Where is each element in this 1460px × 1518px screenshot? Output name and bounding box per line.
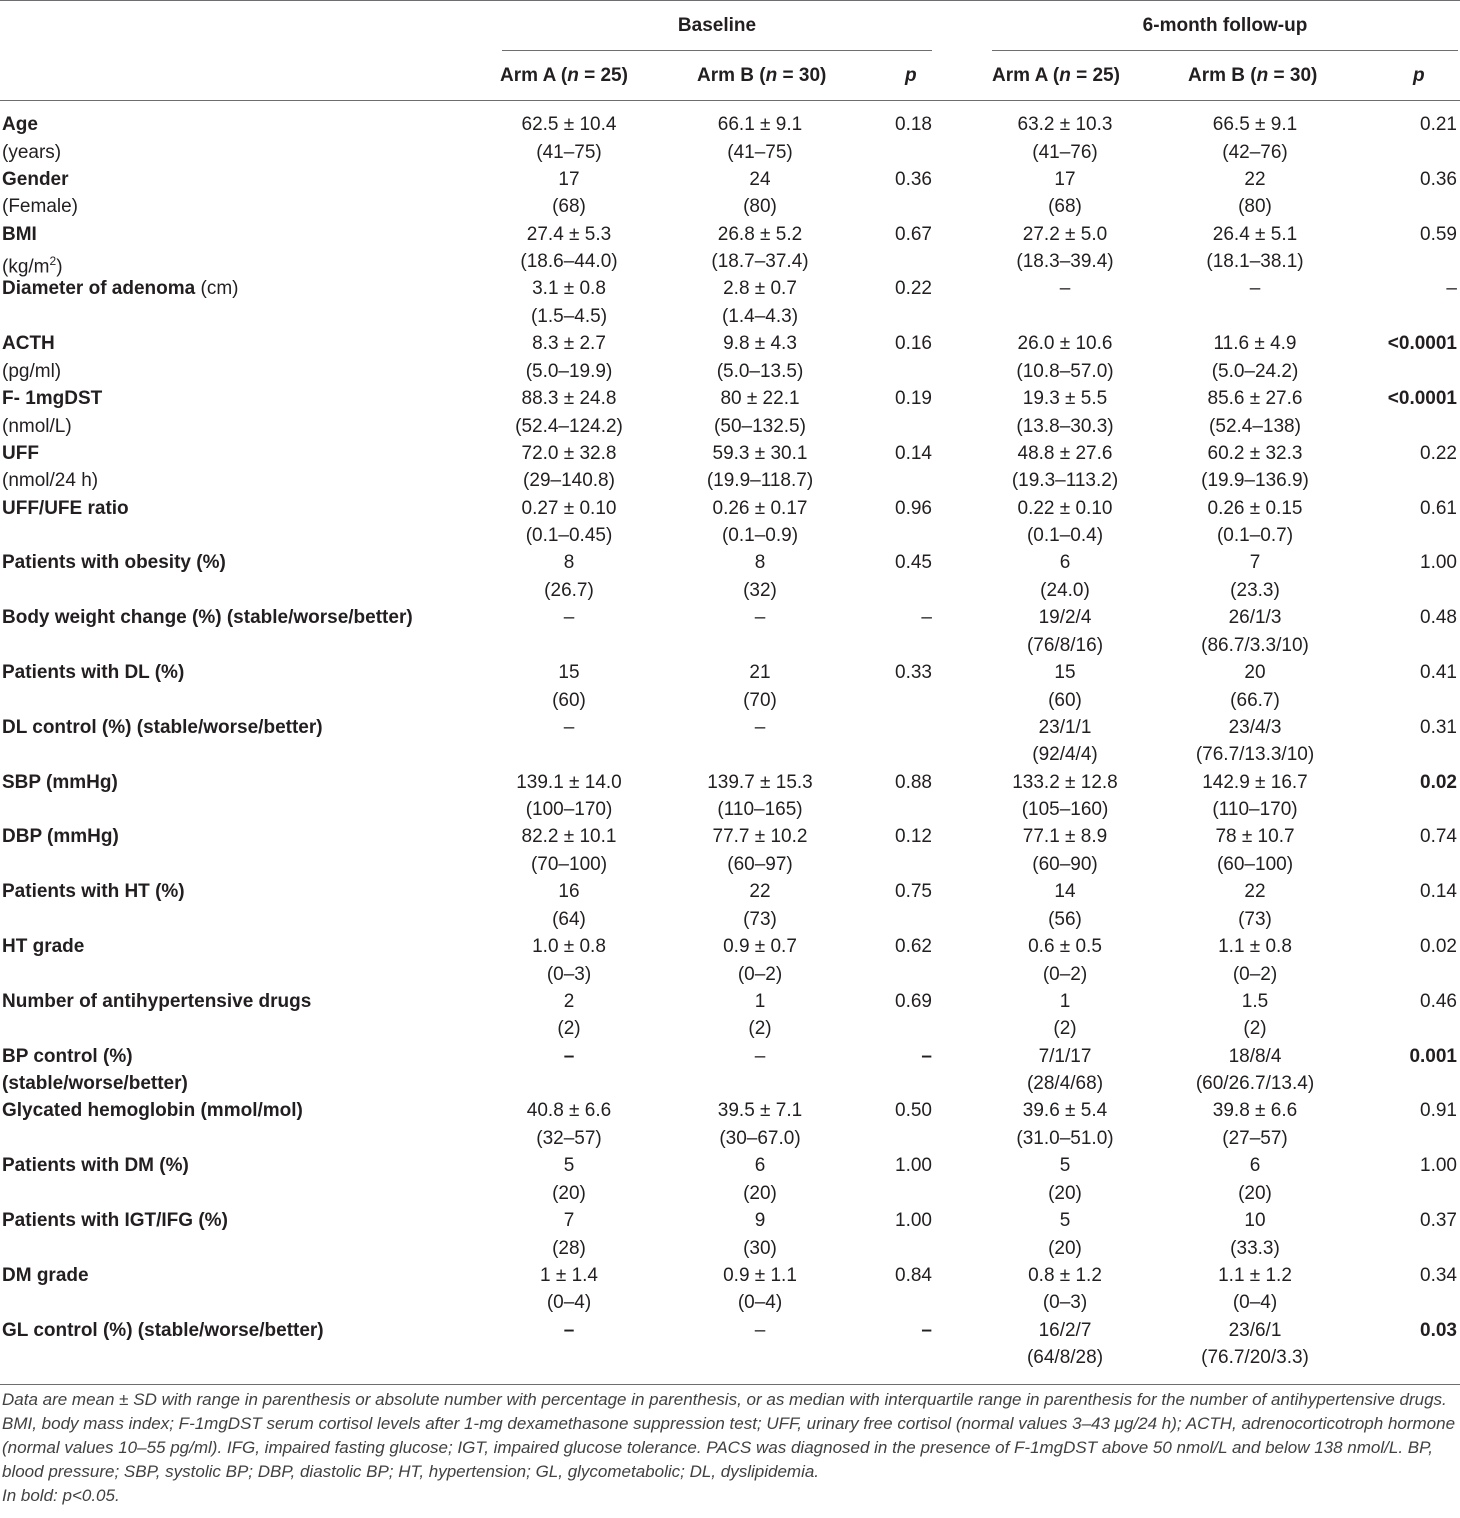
cell-c2: 80 ± 22.1 (50–132.5) — [714, 388, 806, 437]
bottom-rule — [0, 1384, 1460, 1385]
row-label: Patients with HT (%) — [2, 881, 185, 903]
cell-c2: 22 (73) — [743, 881, 777, 930]
col-header-followup-arm-b: Arm B (n = 30) — [1188, 65, 1318, 86]
cell-p-value: 0.02 — [1420, 771, 1457, 793]
cell-c2: 0.9 ± 0.7 (0–2) — [723, 936, 797, 985]
row-label: Gender (Female) — [2, 168, 79, 218]
cell-c1: 72.0 ± 32.8 (29–140.8) — [521, 442, 617, 492]
cell-c2: 6 (20) — [743, 1155, 777, 1204]
cell-p-value: 0.88 — [895, 771, 932, 793]
cell-c5: 22 (73) — [1238, 881, 1272, 930]
table-row — [0, 1149, 1460, 1204]
table-row — [0, 1314, 1460, 1369]
cell-c5: 20 (66.7) — [1230, 662, 1280, 711]
cell-c4: – — [1059, 278, 1071, 300]
cell-p-value: – — [921, 1045, 932, 1067]
footnote-bold-note: In bold: p<0.05. — [2, 1486, 120, 1505]
cell-p-value: 0.74 — [1420, 826, 1457, 848]
row-label: Age (years) — [2, 114, 62, 163]
cell-c5: 142.9 ± 16.7 (110–170) — [1202, 771, 1308, 821]
cell-c2: 0.9 ± 1.1 (0–4) — [723, 1264, 797, 1314]
cell-c4: 14 (56) — [1048, 881, 1082, 930]
cell-c5: 11.6 ± 4.9 (5.0–24.2) — [1211, 333, 1299, 382]
row-label: Body weight change (%) (stable/worse/better) — [2, 607, 413, 629]
cell-c4: 48.8 ± 27.6 (19.3–113.2) — [1011, 442, 1119, 492]
cell-c4: 17 (68) — [1048, 168, 1082, 218]
cell-p-value: 0.16 — [895, 333, 932, 355]
cell-c2: 26.8 ± 5.2 (18.7–37.4) — [711, 223, 809, 273]
cell-c5: 66.5 ± 9.1 (42–76) — [1212, 114, 1298, 163]
cell-c4: 19.3 ± 5.5 (13.8–30.3) — [1016, 388, 1114, 437]
baseline-subrule — [502, 50, 932, 51]
cell-c5: 26.4 ± 5.1 (18.1–38.1) — [1206, 223, 1304, 273]
cell-p-value: 0.12 — [895, 826, 932, 848]
cell-c1: 139.1 ± 14.0 (100–170) — [516, 771, 622, 821]
row-label: HT grade — [2, 936, 85, 957]
cell-c4: 26.0 ± 10.6 (10.8–57.0) — [1016, 333, 1114, 382]
col-header-baseline-arm-a: Arm A (n = 25) — [500, 65, 628, 86]
cell-c1: 40.8 ± 6.6 (32–57) — [526, 1100, 612, 1149]
cell-c4: 15 (60) — [1048, 662, 1082, 711]
row-label: GL control (%) (stable/worse/better) — [2, 1319, 324, 1341]
cell-c4: 39.6 ± 5.4 (31.0–51.0) — [1016, 1100, 1114, 1149]
row-label: UFF (nmol/24 h) — [2, 442, 99, 492]
cell-c1: 88.3 ± 24.8 (52.4–124.2) — [515, 388, 623, 437]
row-label: Glycated hemoglobin (mmol/mol) — [2, 1100, 303, 1122]
cell-p-value: 0.62 — [895, 936, 932, 957]
cell-p-value: 0.59 — [1420, 223, 1457, 245]
cell-c5: 1.1 ± 1.2 (0–4) — [1218, 1264, 1292, 1314]
cell-c5: 23/6/1 (76.7/20/3.3) — [1201, 1319, 1309, 1369]
cell-c5: 39.8 ± 6.6 (27–57) — [1212, 1100, 1298, 1149]
cell-c2: – — [754, 1045, 766, 1067]
table-row — [0, 546, 1460, 601]
cell-c1: – — [563, 1045, 575, 1067]
cell-c5: 7 (23.3) — [1230, 552, 1280, 601]
table-row — [0, 601, 1460, 656]
cell-c1: 2 (2) — [557, 990, 581, 1040]
cell-c4: 0.8 ± 1.2 (0–3) — [1028, 1264, 1102, 1314]
cell-p-value: 0.34 — [1420, 1264, 1457, 1286]
cell-p-value: 1.00 — [895, 1210, 932, 1231]
cell-c2: 9 (30) — [743, 1210, 777, 1259]
cell-c1: 3.1 ± 0.8 (1.5–4.5) — [530, 278, 608, 327]
cell-c4: 23/1/1 (92/4/4) — [1032, 716, 1098, 766]
cell-c1: 62.5 ± 10.4 (41–75) — [521, 114, 617, 163]
cell-p-value: 1.00 — [1420, 1155, 1457, 1177]
table-row — [0, 985, 1460, 1040]
cell-p-value: – — [1446, 278, 1457, 300]
table-row — [0, 492, 1460, 547]
cell-c2: 39.5 ± 7.1 (30–67.0) — [717, 1100, 803, 1149]
cell-p-value: 0.67 — [895, 223, 932, 245]
top-rule — [0, 0, 1460, 1]
cell-p-value: 0.18 — [895, 114, 932, 135]
cell-c1: 8.3 ± 2.7 (5.0–19.9) — [525, 333, 613, 382]
table-row — [0, 108, 1460, 163]
cell-c1: – — [563, 1319, 575, 1341]
cell-c4: 27.2 ± 5.0 (18.3–39.4) — [1016, 223, 1114, 273]
cell-c2: 2.8 ± 0.7 (1.4–4.3) — [721, 278, 799, 327]
table-row — [0, 656, 1460, 711]
cell-p-value: 0.41 — [1420, 662, 1457, 683]
cell-c1: 0.27 ± 0.10 (0.1–0.45) — [521, 497, 617, 547]
table-row — [0, 272, 1460, 327]
cell-p-value: 0.75 — [895, 881, 932, 903]
cell-c5: 0.26 ± 0.15 (0.1–0.7) — [1207, 497, 1303, 547]
cell-c1: 16 (64) — [552, 881, 586, 930]
col-header-baseline-arm-b: Arm B (n = 30) — [697, 65, 827, 86]
cell-c2: – — [754, 716, 766, 738]
cell-c2: 77.7 ± 10.2 (60–97) — [712, 826, 808, 875]
cell-c1: 17 (68) — [552, 168, 586, 218]
cell-p-value: 0.91 — [1420, 1100, 1457, 1122]
row-label: Patients with obesity (%) — [2, 552, 226, 574]
cell-c2: 8 (32) — [743, 552, 777, 601]
cell-p-value: 0.37 — [1420, 1210, 1457, 1231]
cell-c2: 139.7 ± 15.3 (110–165) — [707, 771, 813, 821]
cell-p-value: 0.36 — [1420, 168, 1457, 190]
cell-c4: 5 (20) — [1048, 1210, 1082, 1259]
cell-p-value: 0.33 — [895, 662, 932, 683]
cell-p-value: 0.22 — [1420, 442, 1457, 464]
row-label: BP control (%) (stable/worse/better) — [2, 1045, 188, 1095]
cell-c2: – — [754, 607, 766, 629]
cell-p-value: 0.001 — [1409, 1045, 1457, 1067]
table-row — [0, 930, 1460, 985]
col-header-followup-p: p — [1413, 65, 1425, 86]
cell-p-value: 0.31 — [1420, 716, 1457, 738]
cell-p-value: 0.14 — [1420, 881, 1457, 903]
cell-p-value: 0.14 — [895, 442, 932, 464]
cell-p-value: 0.96 — [895, 497, 932, 519]
row-label: Patients with DM (%) — [2, 1155, 189, 1177]
cell-c4: 16/2/7 (64/8/28) — [1026, 1319, 1104, 1369]
table-row — [0, 1094, 1460, 1149]
cell-c2: 59.3 ± 30.1 (19.9–118.7) — [706, 442, 814, 492]
cell-c1: 8 (26.7) — [544, 552, 594, 601]
cell-p-value: <0.0001 — [1387, 388, 1457, 409]
table-row — [0, 1204, 1460, 1259]
cell-c2: – — [754, 1319, 766, 1341]
cell-p-value: 1.00 — [895, 1155, 932, 1177]
cell-c4: 133.2 ± 12.8 (105–160) — [1012, 771, 1118, 821]
cell-p-value: 0.22 — [895, 278, 932, 300]
table-row — [0, 711, 1460, 766]
cell-p-value: – — [921, 607, 932, 629]
cell-p-value: 0.03 — [1420, 1319, 1457, 1341]
cell-c5: 22 (80) — [1238, 168, 1272, 218]
cell-c4: 7/1/17 (28/4/68) — [1026, 1045, 1104, 1095]
row-label: F- 1mgDST (nmol/L) — [2, 388, 103, 437]
table-row — [0, 437, 1460, 492]
cell-p-value: 0.61 — [1420, 497, 1457, 519]
cell-p-value: 0.50 — [895, 1100, 932, 1122]
cell-p-value: 0.69 — [895, 990, 932, 1012]
table-row — [0, 1259, 1460, 1314]
table-row — [0, 382, 1460, 437]
cell-c1: 7 (28) — [552, 1210, 586, 1259]
cell-c1: 15 (60) — [552, 662, 586, 711]
cell-c1: 1.0 ± 0.8 (0–3) — [532, 936, 606, 985]
cell-c4: 0.22 ± 0.10 (0.1–0.4) — [1017, 497, 1113, 547]
cell-c2: 24 (80) — [743, 168, 777, 218]
cell-c4: 1 (2) — [1053, 990, 1077, 1040]
cell-p-value: 0.84 — [895, 1264, 932, 1286]
row-label: Patients with DL (%) — [2, 662, 185, 683]
row-label: DM grade — [2, 1264, 89, 1286]
cell-c2: 9.8 ± 4.3 (5.0–13.5) — [716, 333, 804, 382]
cell-p-value: – — [921, 1319, 932, 1341]
cell-p-value: 0.45 — [895, 552, 932, 574]
cell-p-value: 0.21 — [1420, 114, 1457, 135]
group-header-followup: 6-month follow-up — [1142, 15, 1308, 36]
cell-p-value: 0.48 — [1420, 607, 1457, 629]
row-label: DBP (mmHg) — [2, 826, 119, 848]
cell-c5: 85.6 ± 27.6 (52.4–138) — [1207, 388, 1303, 437]
cell-p-value: 0.36 — [895, 168, 932, 190]
cell-c4: 6 (24.0) — [1040, 552, 1090, 601]
cell-p-value: 0.02 — [1420, 936, 1457, 957]
cell-c5: 1.5 (2) — [1241, 990, 1269, 1040]
cell-c1: 5 (20) — [552, 1155, 586, 1204]
cell-c2: 0.26 ± 0.17 (0.1–0.9) — [712, 497, 808, 547]
table-row — [0, 820, 1460, 875]
cell-c5: 1.1 ± 0.8 (0–2) — [1218, 936, 1292, 985]
cell-c4: 63.2 ± 10.3 (41–76) — [1017, 114, 1113, 163]
group-header-baseline: Baseline — [677, 15, 757, 36]
cell-c5: 26/1/3 (86.7/3.3/10) — [1201, 607, 1309, 656]
cell-c5: 18/8/4 (60/26.7/13.4) — [1195, 1045, 1315, 1095]
table-row — [0, 766, 1460, 821]
row-label: UFF/UFE ratio — [2, 497, 129, 519]
cell-c1: – — [563, 607, 575, 629]
cell-c1: – — [563, 716, 575, 738]
cell-c1: 82.2 ± 10.1 (70–100) — [521, 826, 617, 875]
cell-c2: 21 (70) — [743, 662, 777, 711]
row-label: BMI $(kg/m^2)$ — [2, 223, 63, 278]
col-header-followup-arm-a: Arm A (n = 25) — [992, 65, 1120, 86]
table-row — [0, 327, 1460, 382]
cell-p-value: 1.00 — [1420, 552, 1457, 574]
cell-c1: 27.4 ± 5.3 (18.6–44.0) — [520, 223, 618, 273]
cell-c4: 0.6 ± 0.5 (0–2) — [1028, 936, 1102, 985]
cell-c5: 78 ± 10.7 (60–100) — [1215, 826, 1295, 875]
row-label: DL control (%) (stable/worse/better) — [2, 716, 323, 738]
row-label: ACTH (pg/ml) — [2, 333, 62, 382]
table-row — [0, 875, 1460, 930]
row-label: Diameter of adenoma (cm) — [2, 278, 239, 300]
row-label: Patients with IGT/IFG (%) — [2, 1210, 228, 1231]
row-label: SBP (mmHg) — [2, 771, 118, 793]
table-row — [0, 218, 1460, 278]
cell-c5: 6 (20) — [1238, 1155, 1272, 1204]
cell-c1: 1 ± 1.4 (0–4) — [540, 1264, 598, 1314]
header-rule — [0, 100, 1460, 101]
cell-c4: 19/2/4 (76/8/16) — [1026, 607, 1104, 656]
table-row — [0, 163, 1460, 218]
col-header-baseline-p: p — [905, 65, 917, 86]
cell-c4: 5 (20) — [1048, 1155, 1082, 1204]
cell-p-value: 0.19 — [895, 388, 932, 409]
cell-c2: 66.1 ± 9.1 (41–75) — [717, 114, 803, 163]
cell-c5: – — [1249, 278, 1261, 300]
cell-p-value: <0.0001 — [1387, 333, 1457, 355]
row-label: Number of antihypertensive drugs — [2, 990, 312, 1012]
cell-c5: 23/4/3 (76.7/13.3/10) — [1195, 716, 1315, 766]
table-row — [0, 1040, 1460, 1095]
footnote-text: Data are mean ± SD with range in parenthesis or absolute number with percentage in parenthesis, or as median with interquartile range in parenthesis for the number of antihypertensive drugs. BMI, body mass index; F-1mgDST serum cortisol levels after 1-mg dexamethasone suppression test; UFF, urinary free cortisol (normal values 3–43 μg/24 h); ACTH, adrenocorticotroph hormone (normal values 10–55 pg/ml). IFG, impaired fasting glucose; IGT, impaired glucose tolerance. PACS was diagnosed in the presence of F-1mgDST above 50 nmol/L and below 138 nmol/L. BP, blood pressure; SBP, systolic BP; DBP, diastolic BP; HT, hypertension; GL, glycometabolic; DL, dyslipidemia. — [2, 1390, 1456, 1481]
cell-c5: 60.2 ± 32.3 (19.9–136.9) — [1201, 442, 1309, 492]
table-footnote — [2, 1388, 1458, 1508]
followup-subrule — [992, 50, 1458, 51]
cell-c2: 1 (2) — [748, 990, 772, 1040]
cell-c4: 77.1 ± 8.9 (60–90) — [1022, 826, 1108, 875]
cell-p-value: 0.46 — [1420, 990, 1457, 1012]
cell-c5: 10 (33.3) — [1230, 1210, 1280, 1259]
